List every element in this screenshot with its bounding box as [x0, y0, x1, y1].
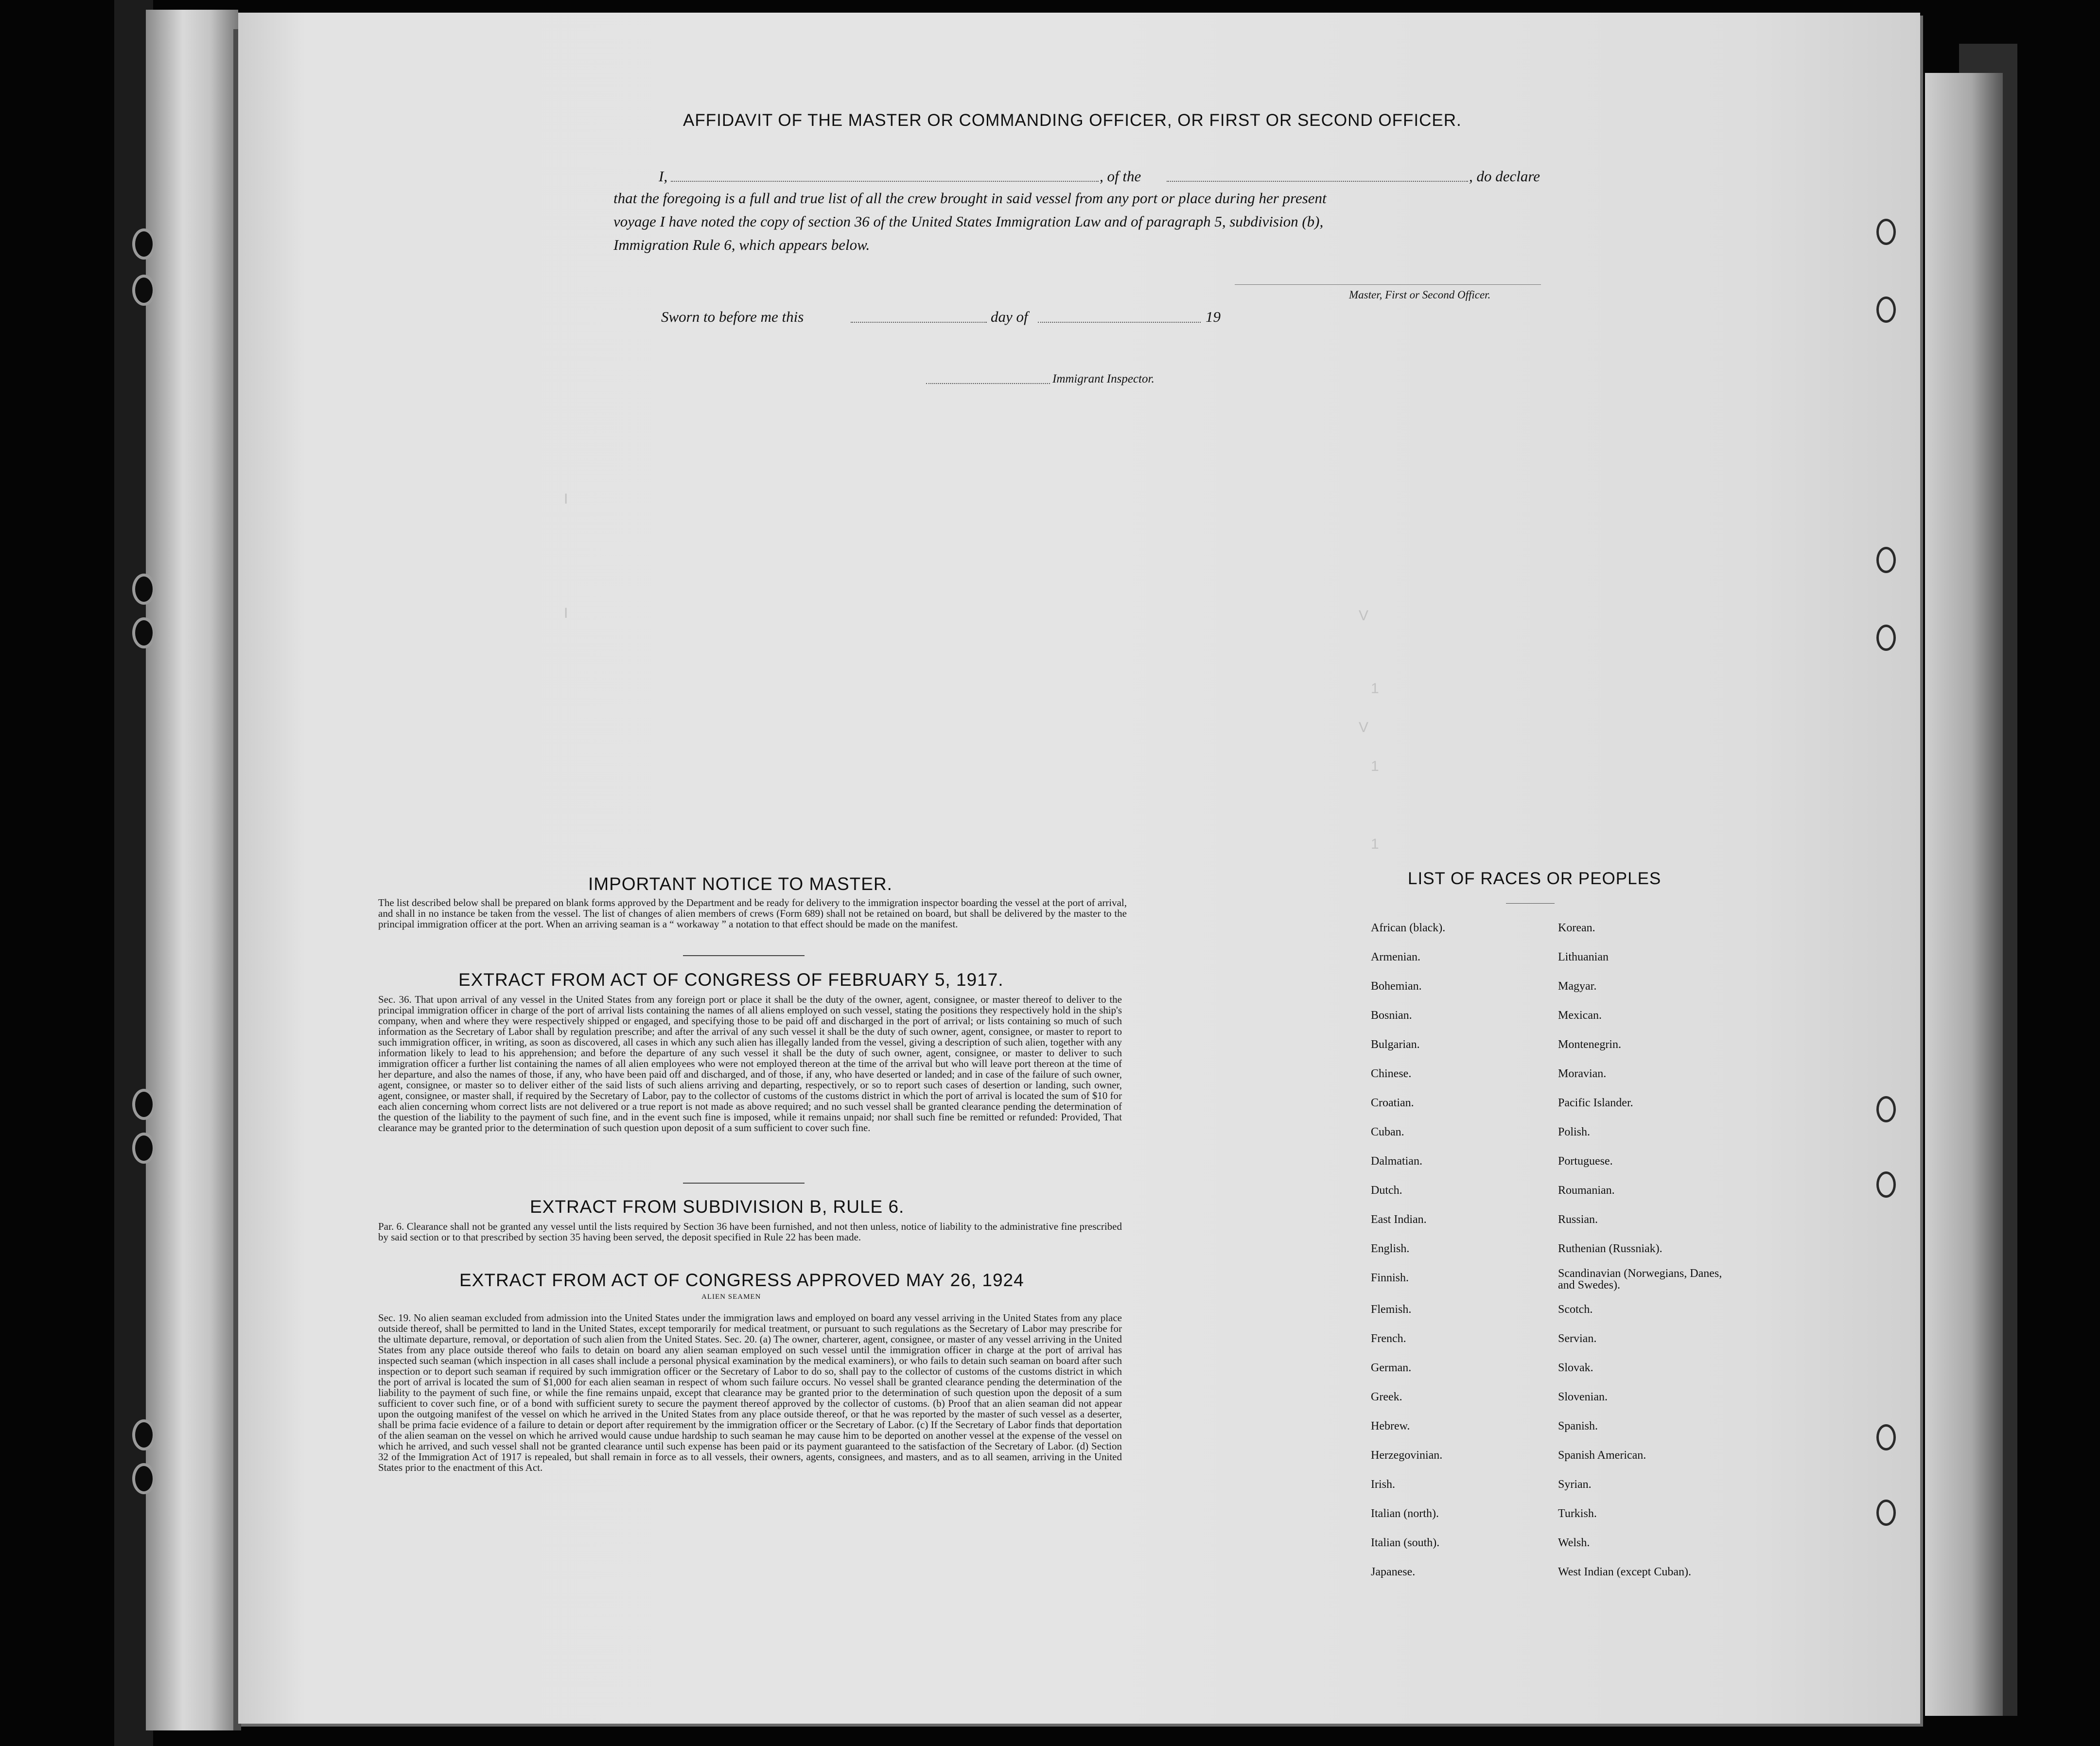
punch-hole	[1876, 547, 1896, 573]
affidavit-title: AFFIDAVIT OF THE MASTER OR COMMANDING OFFICER, OR FIRST OR SECOND OFFICER.	[683, 111, 1462, 130]
race-item: Montenegrin.	[1558, 1038, 1621, 1051]
vessel-blank-line	[1167, 181, 1468, 182]
notice-heading: IMPORTANT NOTICE TO MASTER.	[588, 874, 892, 894]
race-item: Mexican.	[1558, 1009, 1602, 1022]
race-item: Korean.	[1558, 922, 1595, 934]
race-item: East Indian.	[1371, 1213, 1427, 1226]
race-item: Moravian.	[1558, 1067, 1607, 1080]
binding-hole	[132, 574, 156, 605]
race-item: English.	[1371, 1242, 1410, 1255]
race-item: Italian (north).	[1371, 1507, 1439, 1520]
race-item: Herzegovinian.	[1371, 1449, 1443, 1462]
race-item: Spanish.	[1558, 1420, 1598, 1432]
binding-strip	[146, 10, 238, 1730]
race-item: Chinese.	[1371, 1067, 1412, 1080]
binding-hole	[132, 1463, 156, 1494]
binding-hole	[132, 1133, 156, 1164]
punch-hole	[1876, 625, 1896, 651]
notice-body: The list described below shall be prepared on blank forms approved by the Department and be ready for delivery to the immigration inspector boarding the vessel at the port of arrival, and shall in no instance be taken from the vessel. The list of changes of alien members of crews (Form 689) shall not be retained on board, but shall be delivered by the master to the principal immigration officer at the port. When an arriving seaman is a “ workaway ” a notation to that effect should be made on the manifest.	[378, 897, 1127, 930]
affidavit-line-3: Immigration Rule 6, which appears below.	[613, 236, 870, 253]
bleed-mark: V	[1359, 719, 1369, 735]
race-item: Bosnian.	[1371, 1009, 1412, 1022]
race-item: Syrian.	[1558, 1478, 1592, 1491]
extract-1917-heading: EXTRACT FROM ACT OF CONGRESS OF FEBRUARY 5, 1917.	[458, 970, 1004, 990]
race-item: Russian.	[1558, 1213, 1598, 1226]
affidavit-of-the: , of the	[1100, 168, 1141, 185]
section-divider	[683, 1183, 805, 1184]
name-blank-line	[671, 181, 1099, 182]
race-item: Croatian.	[1371, 1097, 1414, 1109]
bleed-mark: I	[564, 605, 568, 621]
races-heading: LIST OF RACES OR PEOPLES	[1408, 869, 1662, 888]
signature-line	[1235, 284, 1541, 285]
binding-hole	[132, 617, 156, 648]
race-item: Cuban.	[1371, 1126, 1404, 1138]
race-item: Turkish.	[1558, 1507, 1597, 1520]
race-item: West Indian (except Cuban).	[1558, 1566, 1691, 1578]
race-item: Magyar.	[1558, 980, 1597, 993]
punch-hole	[1876, 219, 1896, 245]
extract-1924-body: Sec. 19. No alien seaman excluded from admission into the United States under the immigration laws and employed on board any vessel arriving in the United States from any place outside thereof, shall be permitted to land in the United States, except temporarily for medical treatment, or pursuant to such regulations as the Secretary of Labor may prescribe for the ultimate departure, removal, or deportation of such alien from the United States. Sec. 20. (a) The owner, charterer, agent, consignee, or master of any vessel arriving in the United States from any place outside thereof who fails to detain on board any alien seaman employed on such vessel until the immigration officer in charge at the port of arrival has inspected such seaman (which inspection in all cases shall include a personal physical examination by the medical examiners), or who fails to detain such seaman on board after such inspection or to deport such seaman if required by such immigration officer or the Secretary of Labor to do so, shall pay to the collector of customs of the customs district in which the port of arrival is located the sum of $1,000 for each alien seaman in respect of whom such failure occurs. No vessel shall be granted clearance pending the determination of the liability to the payment of such fine, or while the fine remains unpaid, except that clearance may be granted prior to the determination of such question upon the deposit of a sum sufficient to cover such fine, or of a bond with sufficient surety to secure the payment thereof approved by the collector of customs. (b) Proof that an alien seaman did not appear upon the outgoing manifest of the vessel on which he arrived in the United States from any place outside thereof, or that he was reported by the master of such vessel as a deserter, shall be prima facie evidence of a failure to detain or deport after requirement by the immigration officer or the Secretary of Labor. (c) If the Secretary of Labor finds that deportation of the alien seaman on the vessel on which he arrived would cause undue hardship to such seaman he may cause him to be deported on another vessel at the expense of the vessel on which he arrived, and such vessel shall not be granted clearance until such expense has been paid or its payment guaranteed to the satisfaction of the Secretary of Labor. (d) Section 32 of the Immigration Act of 1917 is repealed, but shall remain in force as to all vessels, their owners, agents, consignees, and masters, and as to all seamen, arriving in the United States prior to the enactment of this Act.	[378, 1312, 1122, 1473]
race-item: Portuguese.	[1558, 1155, 1613, 1168]
race-item: Servian.	[1558, 1332, 1597, 1345]
back-page-edge-right	[1925, 73, 2003, 1716]
race-item: Bohemian.	[1371, 980, 1422, 993]
race-item: Scandinavian (Norwegians, Danes, and Swedes).	[1558, 1267, 1722, 1292]
day-of-label: day of	[991, 308, 1028, 325]
race-item: German.	[1371, 1362, 1412, 1374]
sworn-day-line	[851, 322, 987, 323]
affidavit-line-2: voyage I have noted the copy of section 36 of the United States Immigration Law and of paragraph 5, subdivision (b),	[613, 213, 1324, 230]
race-item: Slovak.	[1558, 1362, 1593, 1374]
race-item: Polish.	[1558, 1126, 1591, 1138]
inspector-line	[926, 383, 1050, 384]
subdivision-body: Par. 6. Clearance shall not be granted any vessel until the lists required by Section 36 have been furnished, and not then unless, notice of liability to the administrative fine prescribed by said section or to that prescribed by section 35 having been served, the deposit specified in Rule 22 has been made.	[378, 1221, 1122, 1243]
punch-hole	[1876, 1096, 1896, 1122]
race-item: Slovenian.	[1558, 1391, 1608, 1403]
race-item: Armenian.	[1371, 951, 1420, 963]
binding-hole	[132, 1089, 156, 1120]
punch-hole	[1876, 297, 1896, 323]
inspector-caption: Immigrant Inspector.	[1052, 372, 1155, 385]
race-item: Pacific Islander.	[1558, 1097, 1633, 1109]
race-item: African (black).	[1371, 922, 1446, 934]
race-item: Bulgarian.	[1371, 1038, 1420, 1051]
section-divider	[683, 955, 805, 956]
race-item: Lithuanian	[1558, 951, 1609, 963]
binding-hole	[132, 228, 156, 260]
punch-hole	[1876, 1500, 1896, 1526]
race-item: Dutch.	[1371, 1184, 1402, 1197]
race-item: Roumanian.	[1558, 1184, 1615, 1197]
bleed-mark: I	[564, 491, 568, 507]
race-item: Japanese.	[1371, 1566, 1416, 1578]
punch-hole	[1876, 1171, 1896, 1198]
race-item: French.	[1371, 1332, 1406, 1345]
races-divider	[1506, 903, 1555, 904]
subdivision-heading: EXTRACT FROM SUBDIVISION B, RULE 6.	[530, 1197, 905, 1217]
race-item: Finnish.	[1371, 1272, 1409, 1284]
extract-1924-heading: EXTRACT FROM ACT OF CONGRESS APPROVED MAY 26, 1924	[459, 1270, 1024, 1290]
bleed-mark: 1	[1371, 758, 1379, 774]
affidavit-i-label: I,	[659, 168, 668, 185]
race-item: Spanish American.	[1558, 1449, 1646, 1462]
punch-hole	[1876, 1424, 1896, 1450]
race-item: Flemish.	[1371, 1303, 1412, 1316]
extract-1924-subheading: ALIEN SEAMEN	[701, 1293, 761, 1301]
race-item: Irish.	[1371, 1478, 1395, 1491]
month-line	[1038, 322, 1201, 323]
sworn-label: Sworn to before me this	[661, 308, 804, 325]
year-prefix: 19	[1206, 308, 1221, 325]
binding-hole	[132, 1419, 156, 1450]
affidavit-line-1: that the foregoing is a full and true list of all the crew brought in said vessel from any port or place during her present	[613, 190, 1327, 207]
bleed-mark: 1	[1371, 836, 1379, 852]
race-item: Welsh.	[1558, 1536, 1590, 1549]
extract-1917-body: Sec. 36. That upon arrival of any vessel in the United States from any foreign port or place it shall be the duty of the owner, agent, consignee, or master thereof to deliver to the principal immigration officer in charge of the port of arrival lists containing the names of all aliens employed on such vessel, stating the positions they respectively hold in the ship's company, when and where they were respectively shipped or engaged, and specifying those to be paid off and discharged in the port of arrival; or lists containing so much of such information as the Secretary of Labor shall by regulation prescribe; and after the arrival of any such vessel it shall be the duty of such owner, agent, consignee, or master to report to such immigration officer, in writing, as soon as discovered, all cases in which any such alien has illegally landed from the vessel, giving a description of such alien, together with any information likely to lead to his apprehension; and before the departure of any such vessel it shall be the duty of such owner, agent, consignee, or master to deliver to such immigration officer a further list containing the names of all alien employees who were not employed thereon at the time of the arrival but who will leave port thereon at the time of her departure, and also the names of those, if any, who have been paid off and discharged, and of those, if any, who have deserted or landed; and in case of the failure of such owner, agent, consignee, or master so to deliver either of the said lists of such aliens arriving and departing, respectively, or so to report such cases of desertion or landing, such owner, agent, consignee, or master shall, if required by the Secretary of Labor, pay to the collector of customs of the customs district in which the port of arrival is located the sum of $10 for each alien concerning whom correct lists are not delivered or a true report is not made as above required; and no such vessel shall be granted clearance pending the determination of the question of the liability to the payment of such fine, and in the event such fine is imposed, while it remains unpaid; nor shall such fine be remitted or refunded: Provided, That clearance may be granted prior to the determination of such question upon deposit of a sum sufficient to cover such fine.	[378, 994, 1122, 1134]
affidavit-do-declare: , do declare	[1469, 168, 1540, 185]
bleed-mark: 1	[1371, 681, 1379, 697]
race-item: Scotch.	[1558, 1303, 1593, 1316]
binding-hole	[132, 275, 156, 306]
signature-caption: Master, First or Second Officer.	[1349, 289, 1491, 301]
race-item: Hebrew.	[1371, 1420, 1410, 1432]
race-item: Dalmatian.	[1371, 1155, 1422, 1168]
race-item: Greek.	[1371, 1391, 1402, 1403]
race-item: Italian (south).	[1371, 1536, 1440, 1549]
race-item: Ruthenian (Russniak).	[1558, 1242, 1662, 1255]
bleed-mark: V	[1359, 608, 1369, 624]
